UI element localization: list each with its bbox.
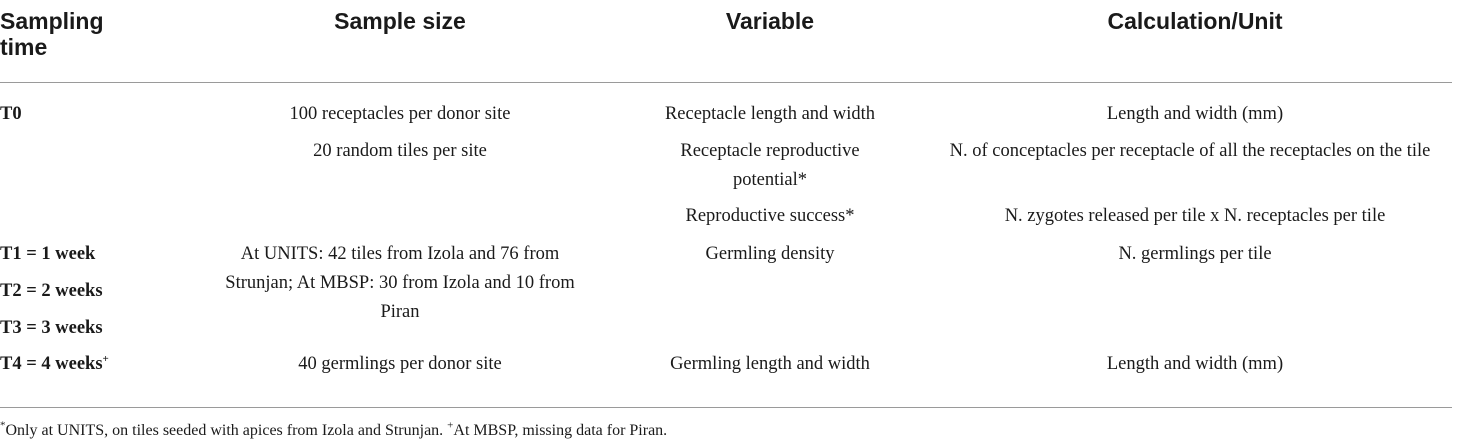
- table-footnote: [0, 420, 667, 442]
- footnote-star-mark: *: [0, 419, 6, 432]
- header-variable: Variable: [725, 8, 815, 34]
- row-4-calculation: Length and width (mm): [1106, 354, 1284, 374]
- row-4-variable: Germling length and width: [670, 354, 870, 374]
- table-bottom-rule: [0, 407, 1452, 408]
- row-4-time-sup: +: [102, 352, 109, 365]
- header-rule: [0, 82, 1452, 83]
- row-3-calculation: N. germlings per tile: [1118, 244, 1272, 264]
- header-calculation-unit: Calculation/Unit: [1107, 8, 1283, 34]
- row-0-calculation: Length and width (mm): [1106, 104, 1284, 124]
- header-sampling-time: Sampling time: [0, 8, 104, 60]
- row-0-time: T0: [0, 104, 22, 124]
- row-2-calculation: N. zygotes released per tile x N. receptacles per tile: [1004, 206, 1386, 226]
- row-0-variable: Receptacle length and width: [664, 104, 876, 124]
- row-3-time-line-2: T2 = 2 weeks: [0, 281, 103, 301]
- row-3-time-line-1: T1 = 1 week: [0, 244, 96, 264]
- row-3-time-line-3: T3 = 3 weeks: [0, 318, 103, 338]
- footnote-plus-text: At MBSP, missing data for Piran.: [453, 422, 668, 439]
- row-1-calculation: N. of conceptacles per receptacle of all the receptacles on the tile: [949, 141, 1431, 161]
- row-3-variable: Germling density: [705, 244, 835, 264]
- row-1-sample-size: 20 random tiles per site: [313, 141, 487, 161]
- row-3-sample-size: At UNITS: 42 tiles from Izola and 76 from Strunjan; At MBSP: 30 from Izola and 10 from Piran: [225, 244, 575, 322]
- footnote-star-text: Only at UNITS, on tiles seeded with apices from Izola and Strunjan.: [5, 422, 444, 439]
- row-4-time-text: T4 = 4 weeks: [0, 354, 103, 374]
- row-2-variable: Reproductive success*: [685, 206, 855, 226]
- row-4-time: [0, 350, 180, 379]
- row-4-sample-size: 40 germlings per donor site: [298, 354, 502, 374]
- row-0-sample-size: 100 receptacles per donor site: [289, 104, 511, 124]
- header-sample-size: Sample size: [334, 8, 466, 34]
- row-1-variable: Receptacle reproductive potential*: [680, 141, 860, 190]
- footnote-plus-mark: +: [447, 419, 454, 432]
